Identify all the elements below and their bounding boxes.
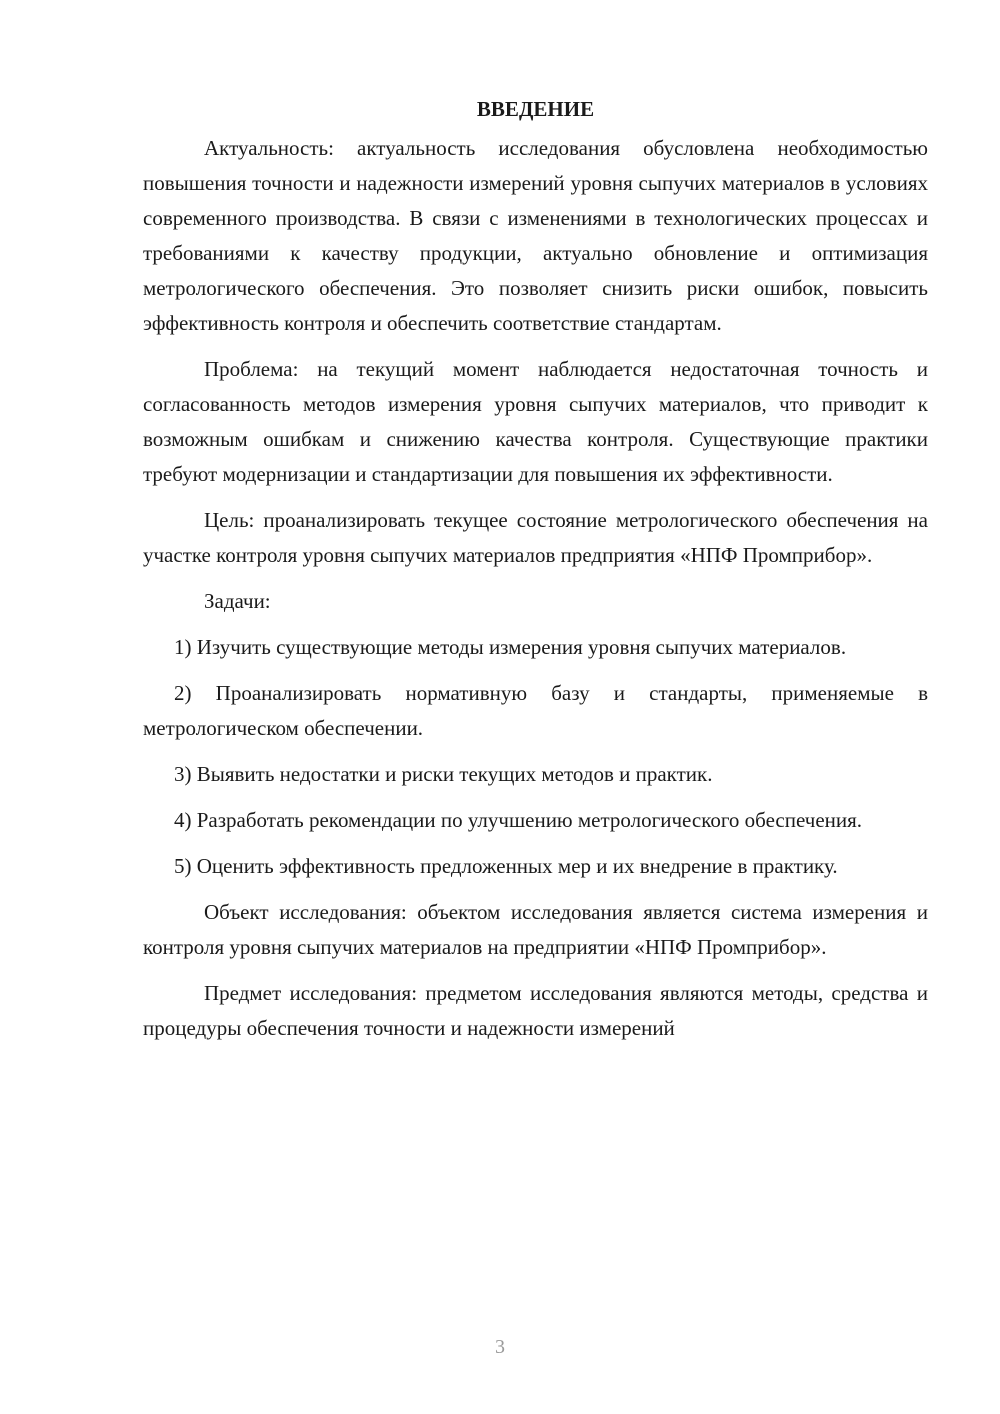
task-item: 3) Выявить недостатки и риски текущих методов и практик. bbox=[174, 762, 713, 786]
tasks-heading: Задачи: bbox=[204, 589, 271, 613]
object-paragraph: Объект исследования: объектом исследования является система измерения и контроля уровня сыпучих материалов на предприятии «НПФ Промприбор». bbox=[143, 900, 928, 959]
task-item: 5) Оценить эффективность предложенных мер и их внедрение в практику. bbox=[174, 854, 838, 878]
page-number: 3 bbox=[495, 1336, 505, 1358]
document-page bbox=[143, 92, 928, 1046]
task-item: 1) Изучить существующие методы измерения уровня сыпучих материалов. bbox=[174, 635, 847, 659]
task-item: 4) Разработать рекомендации по улучшению метрологического обеспечения. bbox=[174, 808, 863, 832]
page-title: ВВЕДЕНИЕ bbox=[476, 97, 595, 121]
task-item: 2) Проанализировать нормативную базу и стандарты, применяемые в метрологическом обеспечении. bbox=[143, 681, 928, 740]
goal-paragraph: Цель: проанализировать текущее состояние метрологического обеспечения на участке контроля уровня сыпучих материалов предприятия «НПФ Промприбор». bbox=[143, 508, 928, 567]
subject-paragraph: Предмет исследования: предметом исследования являются методы, средства и процедуры обеспечения точности и надежности измерений bbox=[143, 981, 928, 1040]
relevance-paragraph: Актуальность: актуальность исследования обусловлена необходимостью повышения точности и надежности измерений уровня сыпучих материалов в условиях современного производства. В связи с изменениями в технологических процессах и требованиями к качеству продукции, актуально обновление и оптимизация метрологического обеспечения. Это позволяет снизить риски ошибок, повысить эффективность контроля и обеспечить соответствие стандартам. bbox=[143, 136, 928, 335]
problem-paragraph: Проблема: на текущий момент наблюдается недостаточная точность и согласованность методов измерения уровня сыпучих материалов, что приводит к возможным ошибкам и снижению качества контроля. Существующие практики требуют модернизации и стандартизации для повышения их эффективности. bbox=[143, 357, 928, 486]
